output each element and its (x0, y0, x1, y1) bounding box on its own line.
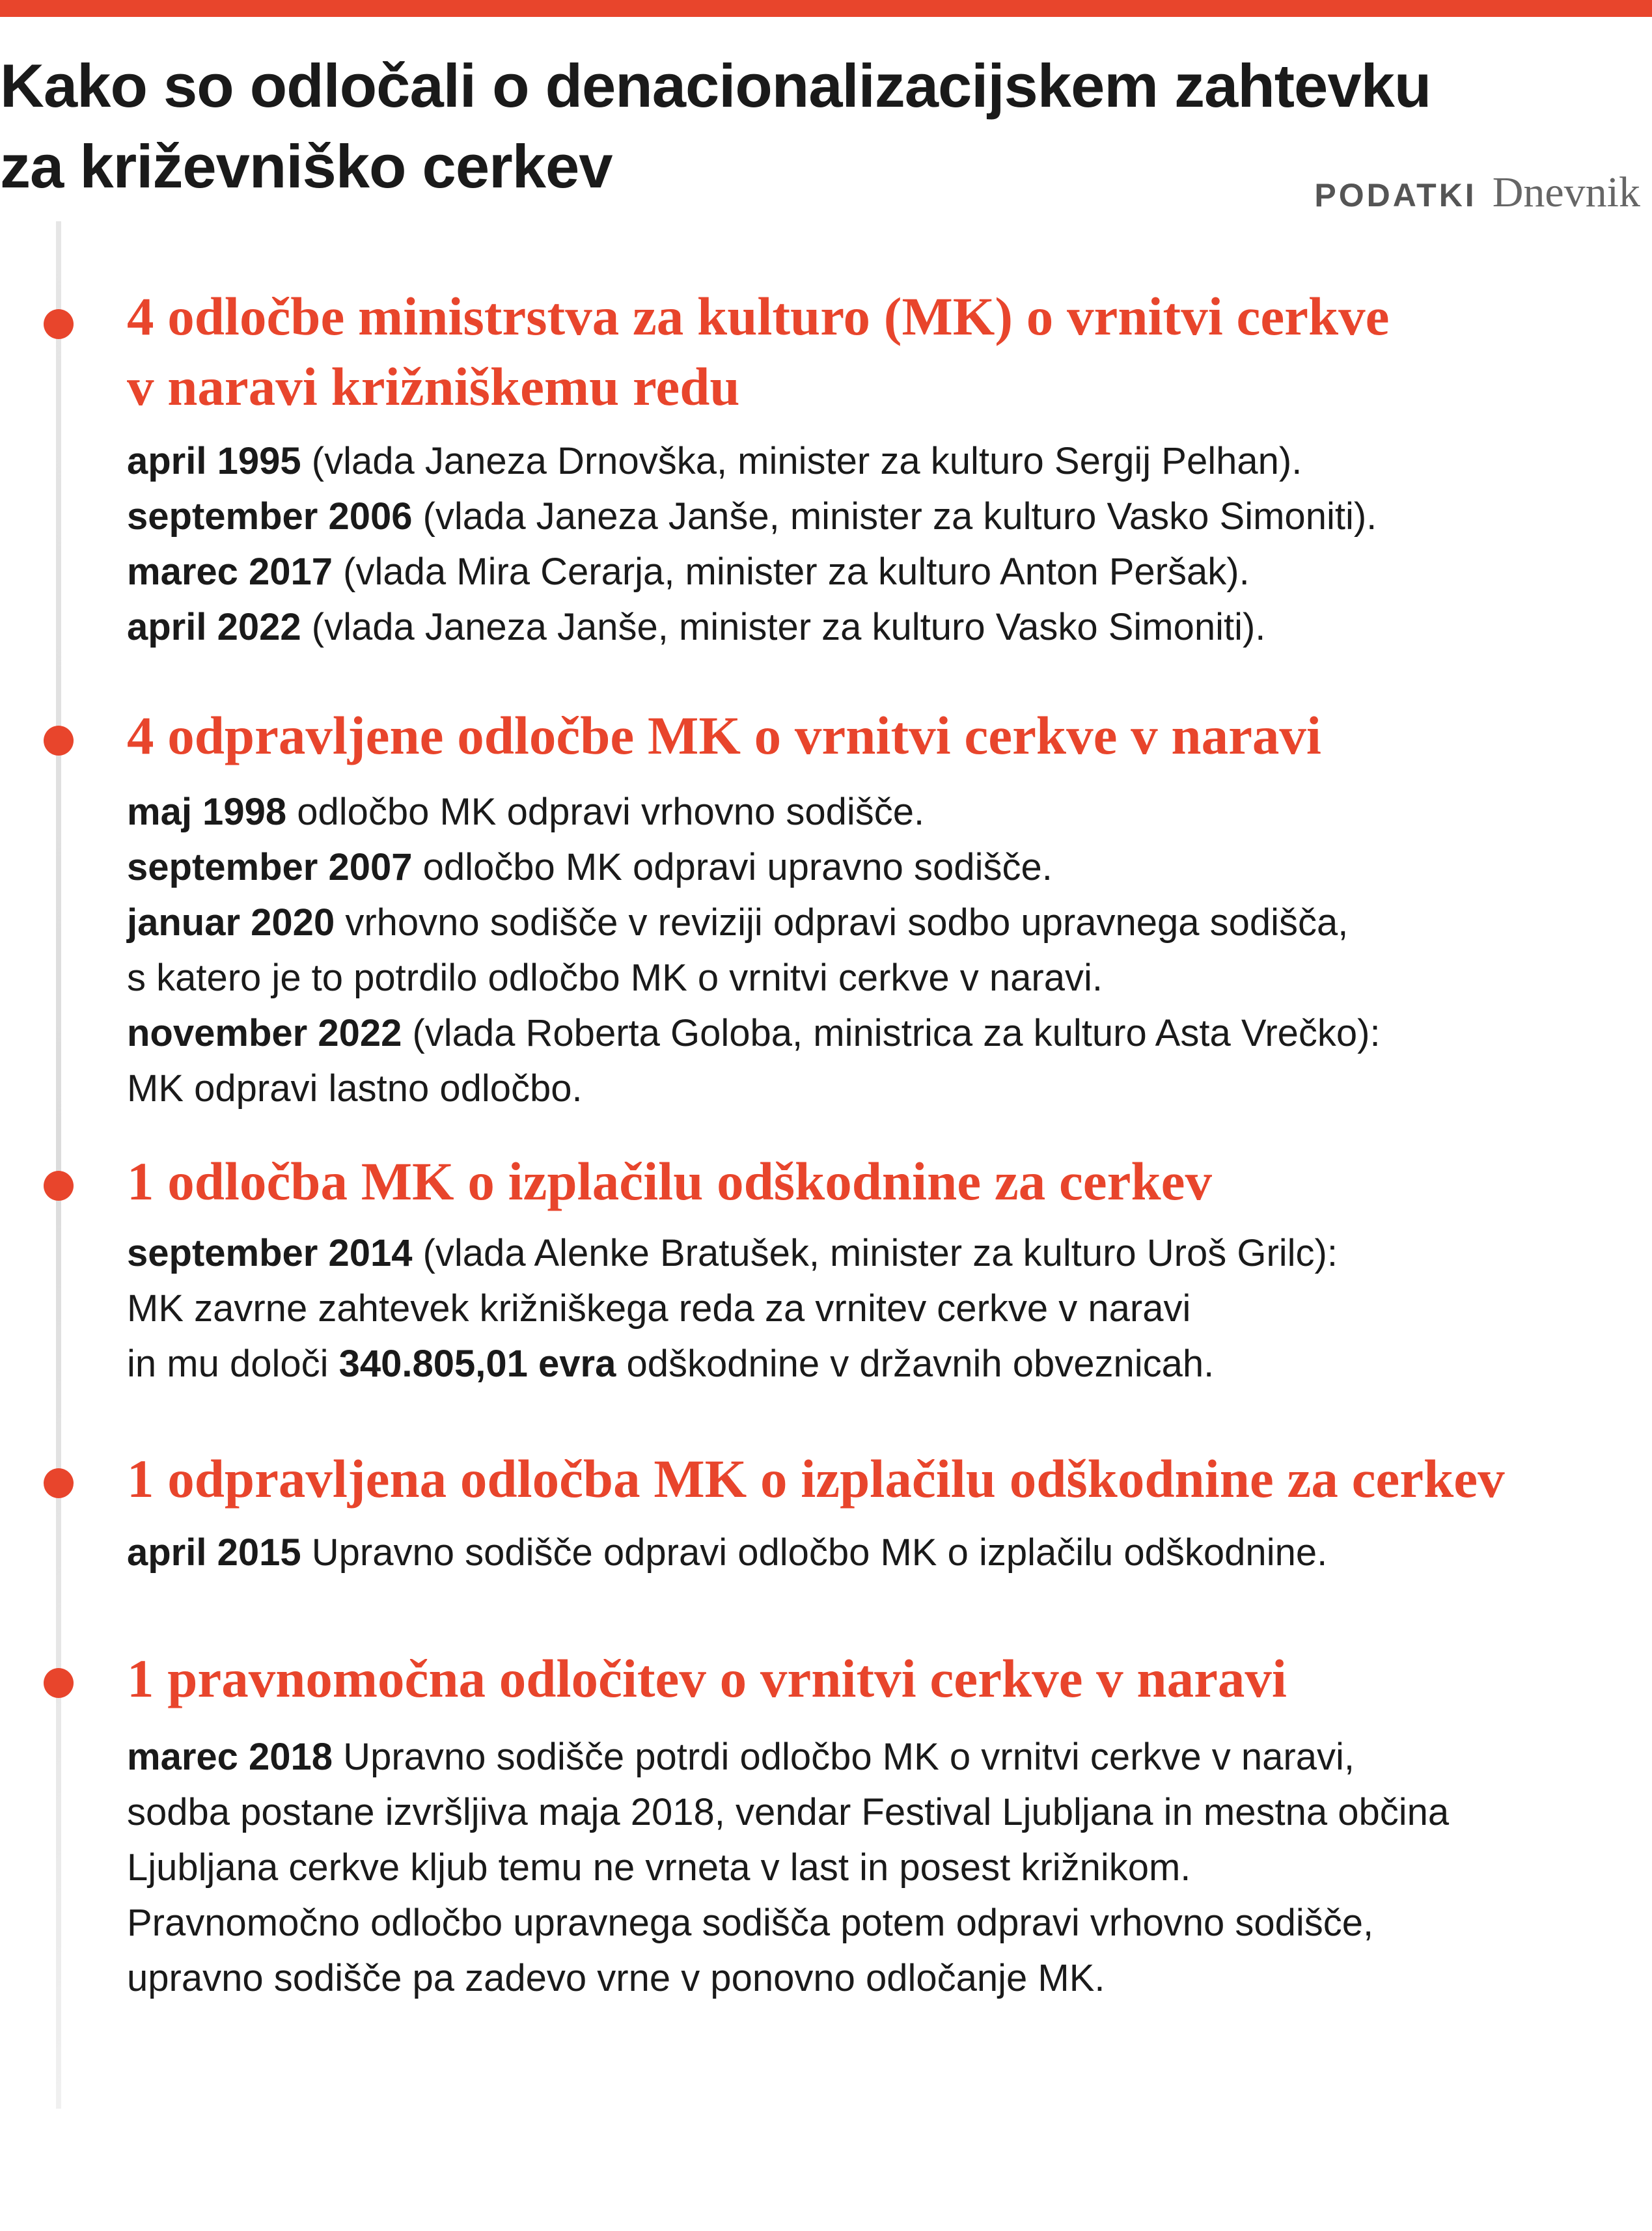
entry-text: (vlada Janeza Janše, minister za kulturo Vasko Simoniti). (301, 606, 1266, 648)
entry-text: Upravno sodišče odpravi odločbo MK o izplačilu odškodnine. (301, 1531, 1328, 1574)
entry-text: (vlada Roberta Goloba, ministrica za kulturo Asta Vrečko): (402, 1012, 1381, 1054)
timeline-dot-icon (44, 1468, 74, 1498)
section-heading: 1 odpravljena odločba MK o izplačilu odškodnine za cerkev (127, 1449, 1505, 1509)
timeline-dot-icon (44, 309, 74, 339)
entry-text: odškodnine v državnih obveznicah. (616, 1343, 1215, 1385)
section-body (127, 1525, 1644, 1580)
section-body (127, 1729, 1644, 2006)
entry-continuation: MK odpravi lastno odločbo. (127, 1067, 583, 1110)
timeline-line (56, 221, 61, 2109)
entry (127, 544, 1644, 599)
entry-text: Upravno sodišče potrdi odločbo MK o vrnitvi cerkve v naravi, (333, 1736, 1355, 1778)
top-accent-bar (0, 0, 1652, 17)
entry-continuation: Ljubljana cerkve kljub temu ne vrneta v last in posest križnikom. (127, 1846, 1191, 1889)
entry (127, 784, 1644, 840)
section-body (127, 784, 1644, 1116)
entry-date: september 2014 (127, 1232, 413, 1274)
entry-date: april 2022 (127, 606, 301, 648)
entry-continuation (127, 1336, 1644, 1391)
entry (127, 1006, 1644, 1061)
entry-text: (vlada Janeza Janše, minister za kulturo Vasko Simoniti). (412, 495, 1377, 538)
entry-text: vrhovno sodišče v reviziji odpravi sodbo upravnega sodišča, (335, 901, 1349, 944)
entry (127, 433, 1644, 489)
title-line-1: Kako so odločali o denacionalizacijskem zahtevku (0, 51, 1431, 120)
entry-text: in mu določi (127, 1343, 339, 1385)
timeline-dot-icon (44, 1668, 74, 1698)
entry-date: januar 2020 (127, 901, 335, 944)
entry-text: (vlada Alenke Bratušek, minister za kulturo Uroš Grilc): (412, 1232, 1338, 1274)
entry-text: (vlada Mira Cerarja, minister za kulturo Anton Peršak). (333, 551, 1250, 593)
entry-continuation: s katero je to potrdilo odločbo MK o vrnitvi cerkve v naravi. (127, 957, 1103, 999)
brand-logo: Dnevnik (1492, 169, 1640, 216)
entry-date: marec 2017 (127, 551, 333, 593)
heading-line-1: 4 odločbe ministrstva za kulturo (MK) o vrnitvi cerkve (127, 286, 1390, 346)
entry-date: maj 1998 (127, 791, 287, 833)
entry-continuation: MK zavrne zahtevek križniškega reda za vrnitev cerkve v naravi (127, 1287, 1191, 1330)
entry-date: september 2006 (127, 495, 413, 538)
entry-text: odločbo MK odpravi vrhovno sodišče. (286, 791, 925, 833)
entry-continuation: Pravnomočno odločbo upravnega sodišča potem odpravi vrhovno sodišče, (127, 1902, 1374, 1944)
entry (127, 840, 1644, 895)
section-body (127, 433, 1644, 655)
entry-text: odločbo MK odpravi upravno sodišče. (412, 846, 1053, 888)
section-body (127, 1225, 1644, 1391)
entry (127, 1729, 1644, 1785)
entry-date: marec 2018 (127, 1736, 333, 1778)
entry (127, 1225, 1644, 1281)
title-line-2: za križevniško cerkev (0, 132, 613, 200)
entry-text: (vlada Janeza Drnovška, minister za kulturo Sergij Pelhan). (301, 440, 1302, 482)
entry (127, 1525, 1644, 1580)
heading-line-2: v naravi križniškemu redu (127, 357, 740, 417)
timeline-dot-icon (44, 1171, 74, 1201)
section-heading (127, 281, 1644, 422)
entry-continuation: upravno sodišče pa zadevo vrne v ponovno odločanje MK. (127, 1957, 1105, 1999)
source-kind: PODATKI (1314, 177, 1477, 213)
entry-date: april 1995 (127, 440, 301, 482)
entry-date: september 2007 (127, 846, 413, 888)
entry-date: november 2022 (127, 1012, 402, 1054)
timeline-dot-icon (44, 726, 74, 756)
entry (127, 599, 1644, 655)
entry-continuation: sodba postane izvršljiva maja 2018, vendar Festival Ljubljana in mestna občina (127, 1791, 1450, 1833)
section-heading: 1 odločba MK o izplačilu odškodnine za cerkev (127, 1151, 1212, 1211)
entry-date: april 2015 (127, 1531, 301, 1574)
section-heading: 1 pravnomočna odločitev o vrnitvi cerkve v naravi (127, 1649, 1287, 1708)
source-credit (1314, 168, 1640, 220)
entry (127, 895, 1644, 950)
entry (127, 489, 1644, 544)
section-heading: 4 odpravljene odločbe MK o vrnitvi cerkve v naravi (127, 705, 1321, 765)
compensation-amount: 340.805,01 evra (338, 1343, 616, 1385)
